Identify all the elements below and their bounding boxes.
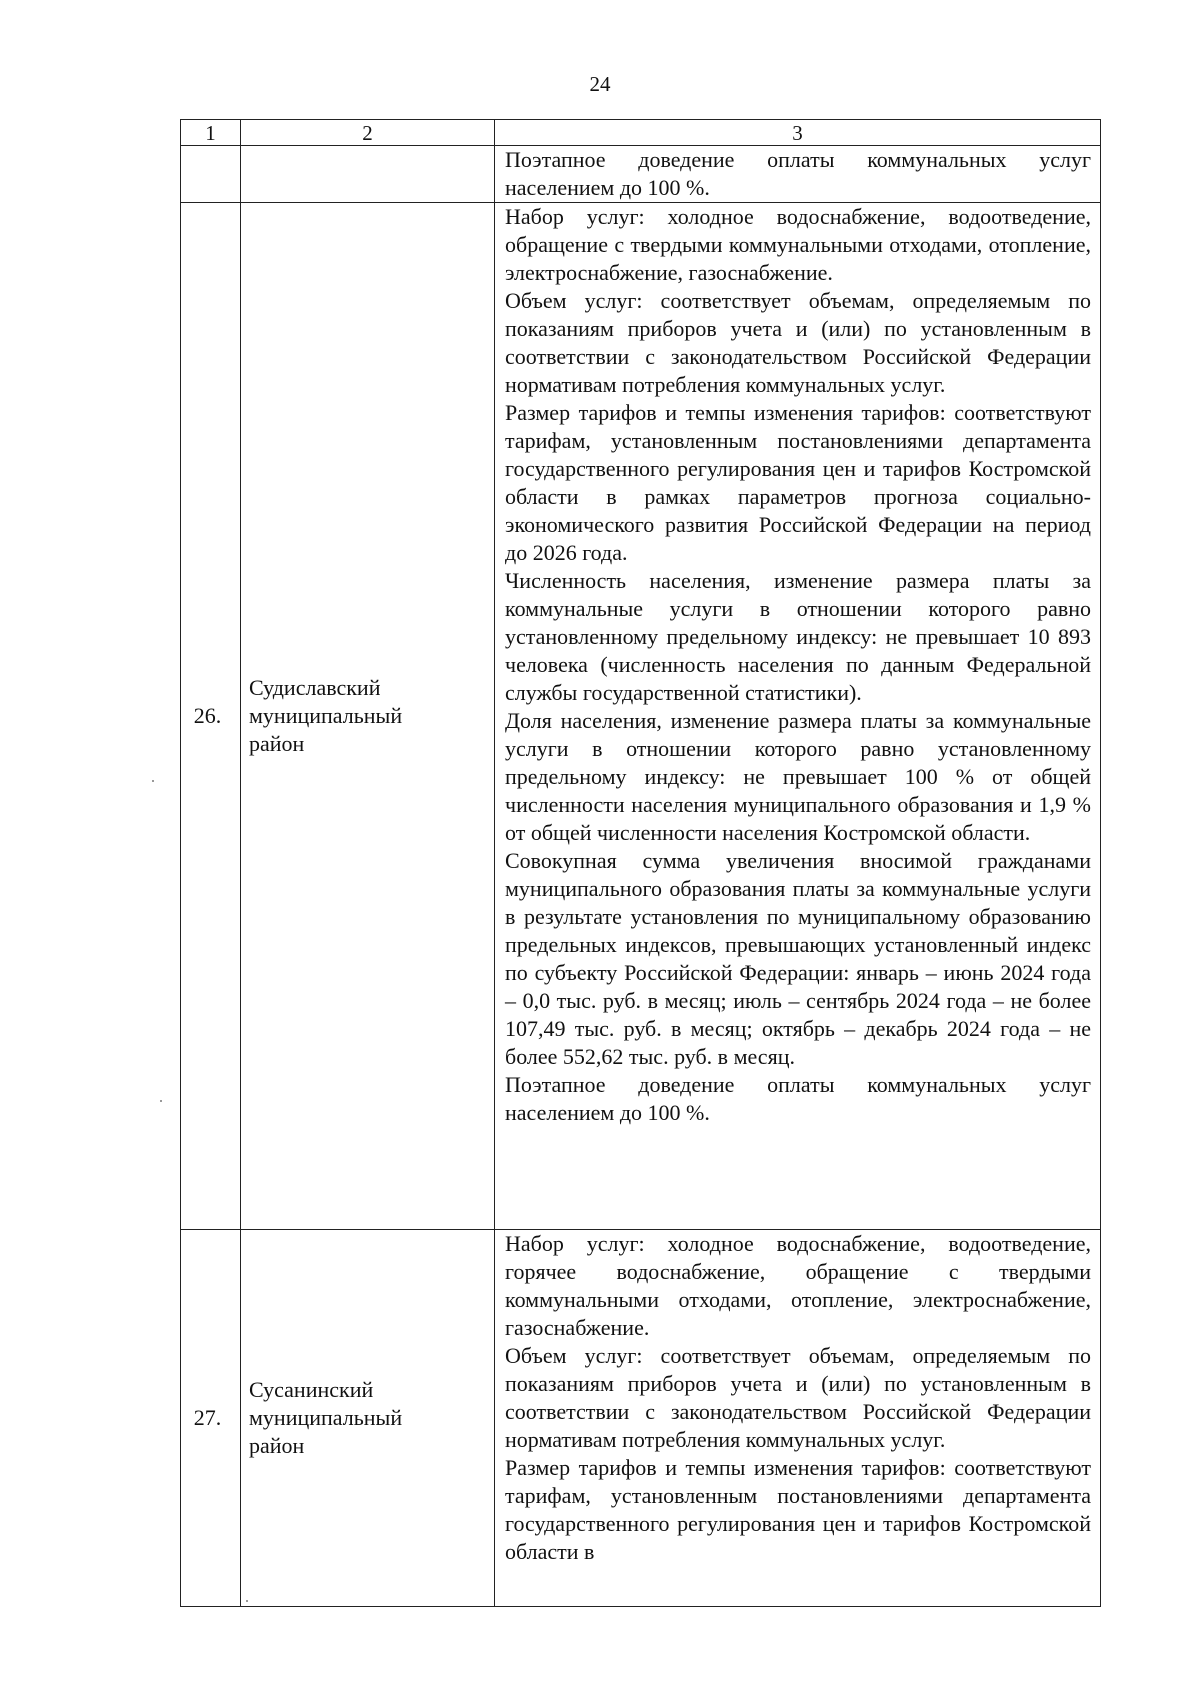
row-text-cell: [495, 146, 1101, 203]
municipality-name: [241, 203, 495, 1230]
row-name-cell: [241, 146, 495, 203]
paragraph-service-volume: Объем услуг: соответствует объемам, определяемым по показаниям приборов учета и (или) по установленным в соответствии с законодательством Российской Федерации нормативам потребления коммунальных услуг.: [505, 288, 1091, 397]
municipality-name-line: муниципальный: [249, 703, 403, 728]
municipality-name: [241, 1230, 495, 1607]
column-header-1: 1: [181, 120, 241, 146]
paragraph-service-set: Набор услуг: холодное водоснабжение, водоотведение, обращение с твердыми коммунальными отходами, отопление, электроснабжение, газоснабжение.: [505, 204, 1091, 285]
paragraph-population-share: Доля населения, изменение размера платы за коммунальные услуги в отношении которого равно установленному предельному индексу: не превышает 100 % от общей численности населения муниципального образования и 1,9 % от общей численности населения Костромской области.: [505, 708, 1091, 845]
row-text-cell: [495, 203, 1101, 1230]
municipality-name-line: район: [249, 1433, 305, 1458]
paragraph-service-volume: Объем услуг: соответствует объемам, определяемым по показаниям приборов учета и (или) по установленным в соответствии с законодательством Российской Федерации нормативам потребления коммунальных услуг.: [505, 1343, 1091, 1452]
municipality-name-line: Судиславский: [249, 675, 381, 700]
column-header-2: 2: [241, 120, 495, 146]
table-row-continuation: [181, 146, 1101, 203]
paragraph-service-set: Набор услуг: холодное водоснабжение, водоотведение, горячее водоснабжение, обращение с твердыми коммунальными отходами, отопление, электроснабжение, газоснабжение.: [505, 1231, 1091, 1340]
paragraph-total-increase: Совокупная сумма увеличения вносимой гражданами муниципального образования платы за коммунальные услуги в результате установления по муниципальному образованию предельных индексов, превышающих установленный индекс по субъекту Российской Федерации: январь – июнь 2024 года – 0,0 тыс. руб. в месяц; июль – сентябрь 2024 года – не более 107,49 тыс. руб. в месяц; октябрь – декабрь 2024 года – не более 552,62 тыс. руб. в месяц.: [505, 848, 1091, 1069]
row-text-cell: [495, 1230, 1101, 1607]
municipality-name-line: Сусанинский: [249, 1377, 374, 1402]
scan-speck: [246, 1600, 248, 1602]
clipped-text-block: [505, 1230, 1091, 1606]
scan-speck: [160, 1100, 162, 1102]
municipality-name-line: муниципальный: [249, 1405, 403, 1430]
table-header-row: [181, 120, 1101, 146]
regions-table: [180, 119, 1101, 1607]
row-number-cell: [181, 146, 241, 203]
row-number: 26.: [181, 203, 241, 1230]
paragraph-tariffs: Размер тарифов и темпы изменения тарифов: соответствуют тарифам, установленным постановлениями департамента государственного регулирования цен и тарифов Костромской области в: [505, 1455, 1091, 1564]
paragraph-population-count: Численность населения, изменение размера платы за коммунальные услуги в отношении которого равно установленному предельному индексу: не превышает 10 893 человека (численность населения по данным Федеральной службы государственной статистики).: [505, 568, 1091, 705]
table-row-27: [181, 1230, 1101, 1607]
row-number: 27.: [181, 1230, 241, 1607]
paragraph: Поэтапное доведение оплаты коммунальных услуг населением до 100 %.: [505, 147, 1091, 200]
table-row-26: [181, 203, 1101, 1230]
paragraph-tariffs: Размер тарифов и темпы изменения тарифов: соответствуют тарифам, установленным постановлениями департамента государственного регулирования цен и тарифов Костромской области в рамках параметров прогноза социально-экономического развития Российской Федерации на период до 2026 года.: [505, 400, 1091, 565]
paragraph-phased-payment: Поэтапное доведение оплаты коммунальных услуг населением до 100 %.: [505, 1072, 1091, 1125]
column-header-3: 3: [495, 120, 1101, 146]
municipality-name-line: район: [249, 731, 305, 756]
page-number: 24: [589, 72, 611, 96]
scan-speck: [152, 780, 154, 782]
